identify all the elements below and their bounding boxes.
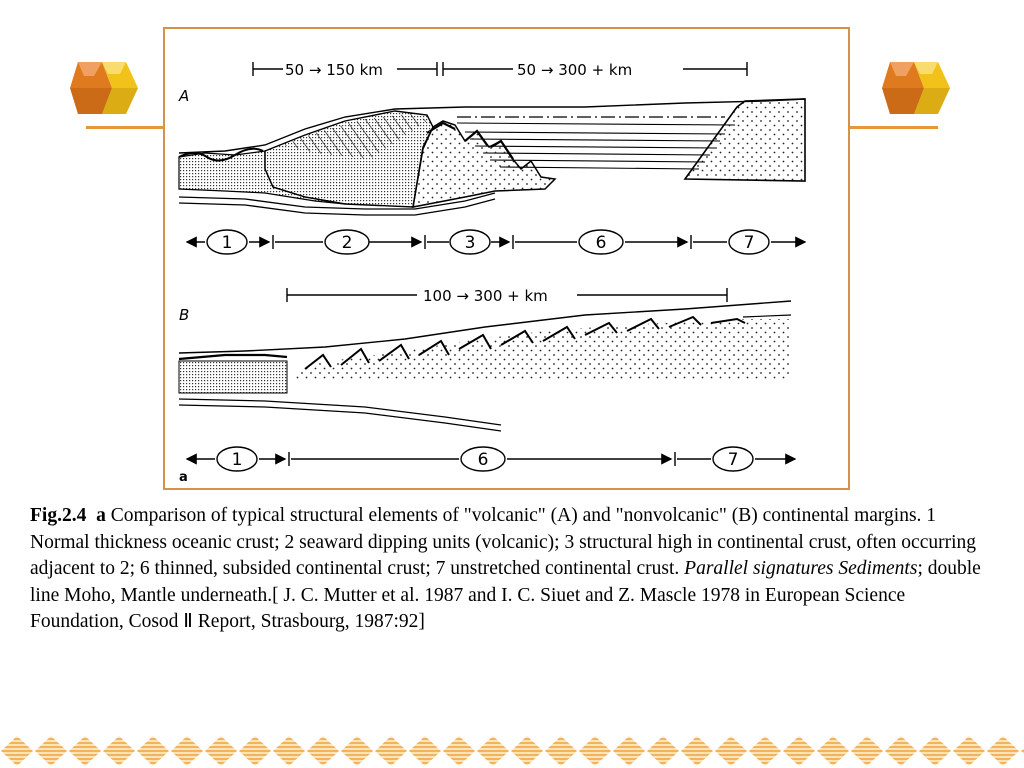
decorative-diamond — [681, 736, 713, 766]
panel-b-zone-6: 6 — [477, 450, 489, 470]
decorative-diamond — [443, 736, 475, 766]
caption-fig-label: Fig.2.4 — [30, 505, 87, 526]
decorative-diamond — [477, 736, 509, 766]
decorative-diamond — [817, 736, 849, 766]
decorative-diamond — [239, 736, 271, 766]
decorative-diamond — [1, 736, 33, 766]
decorative-diamond — [409, 736, 441, 766]
margin-cross-section-diagram — [165, 29, 848, 488]
decorative-diamond — [545, 736, 577, 766]
right-deco-line — [850, 126, 938, 129]
decorative-diamond — [205, 736, 237, 766]
panel-a-dimension-1: 50 → 150 km — [285, 61, 383, 79]
panel-b-zone-7: 7 — [727, 450, 739, 470]
left-cube-icon — [68, 58, 140, 120]
decorative-diamond — [103, 736, 135, 766]
decorative-diamond — [851, 736, 883, 766]
decorative-diamond — [919, 736, 951, 766]
panel-b-label: B — [179, 306, 190, 324]
decorative-diamond — [987, 736, 1019, 766]
figure-frame — [163, 27, 850, 490]
decorative-diamond — [273, 736, 305, 766]
decorative-diamond — [341, 736, 373, 766]
caption-panel-label: a — [96, 505, 106, 526]
panel-a-zone-6: 6 — [595, 233, 607, 253]
decorative-diamond — [375, 736, 407, 766]
panel-a-structural-high — [413, 121, 555, 207]
right-cube-icon — [880, 58, 952, 120]
panel-a-zone-2: 2 — [341, 233, 353, 253]
caption-text-1: Comparison of typical structural elements of "volcanic" (A) and "nonvolcanic" (B) continental margins. 1 Normal thickness oceanic crust; 2 seaward dipping units (volcanic); 3 structural high in continental crust, often occurring adjacent to 2; 6 thinned, subsided continental crust; 7 unstretched continental crust. — [30, 505, 977, 579]
decorative-diamond — [613, 736, 645, 766]
caption-italic-text: Parallel signatures Sediments — [684, 558, 918, 579]
panel-a-zone-1: 1 — [221, 233, 233, 253]
panel-b-zone-1: 1 — [231, 450, 243, 470]
panel-a-dimension-2: 50 → 300 + km — [517, 61, 633, 79]
corner-label: a — [179, 470, 188, 485]
decorative-diamond — [171, 736, 203, 766]
decorative-diamond — [783, 736, 815, 766]
decorative-diamond — [137, 736, 169, 766]
decorative-diamond — [885, 736, 917, 766]
decorative-diamond — [511, 736, 543, 766]
panel-a-continental-crust — [685, 99, 805, 181]
panel-a-label: A — [179, 87, 190, 105]
decorative-diamond — [307, 736, 339, 766]
decorative-diamond — [35, 736, 67, 766]
decorative-diamond — [953, 736, 985, 766]
left-deco-line — [86, 126, 164, 129]
decorative-diamond — [647, 736, 679, 766]
panel-b-dimension-1: 100 → 300 + km — [423, 287, 548, 305]
panel-b-oceanic-crust — [179, 361, 287, 393]
decorative-diamond — [69, 736, 101, 766]
panel-a-zone-3: 3 — [464, 233, 476, 253]
bottom-decorative-band — [0, 734, 1024, 768]
decorative-diamond — [749, 736, 781, 766]
panel-b-zone-arrows — [187, 452, 795, 466]
figure-caption — [30, 503, 990, 636]
panel-a-zone-arrows — [187, 235, 805, 249]
caption-text-2: ; double line Moho, Mantle underneath.[ J. C. Mutter et al. 1987 and I. C. Siuet and Z. Mascle 1978 in European Science Foundation, Cosod Ⅱ Report, Strasbourg, 1987:92] — [30, 558, 981, 632]
decorative-diamond — [579, 736, 611, 766]
decorative-diamond — [715, 736, 747, 766]
panel-a-zone-7: 7 — [743, 233, 755, 253]
